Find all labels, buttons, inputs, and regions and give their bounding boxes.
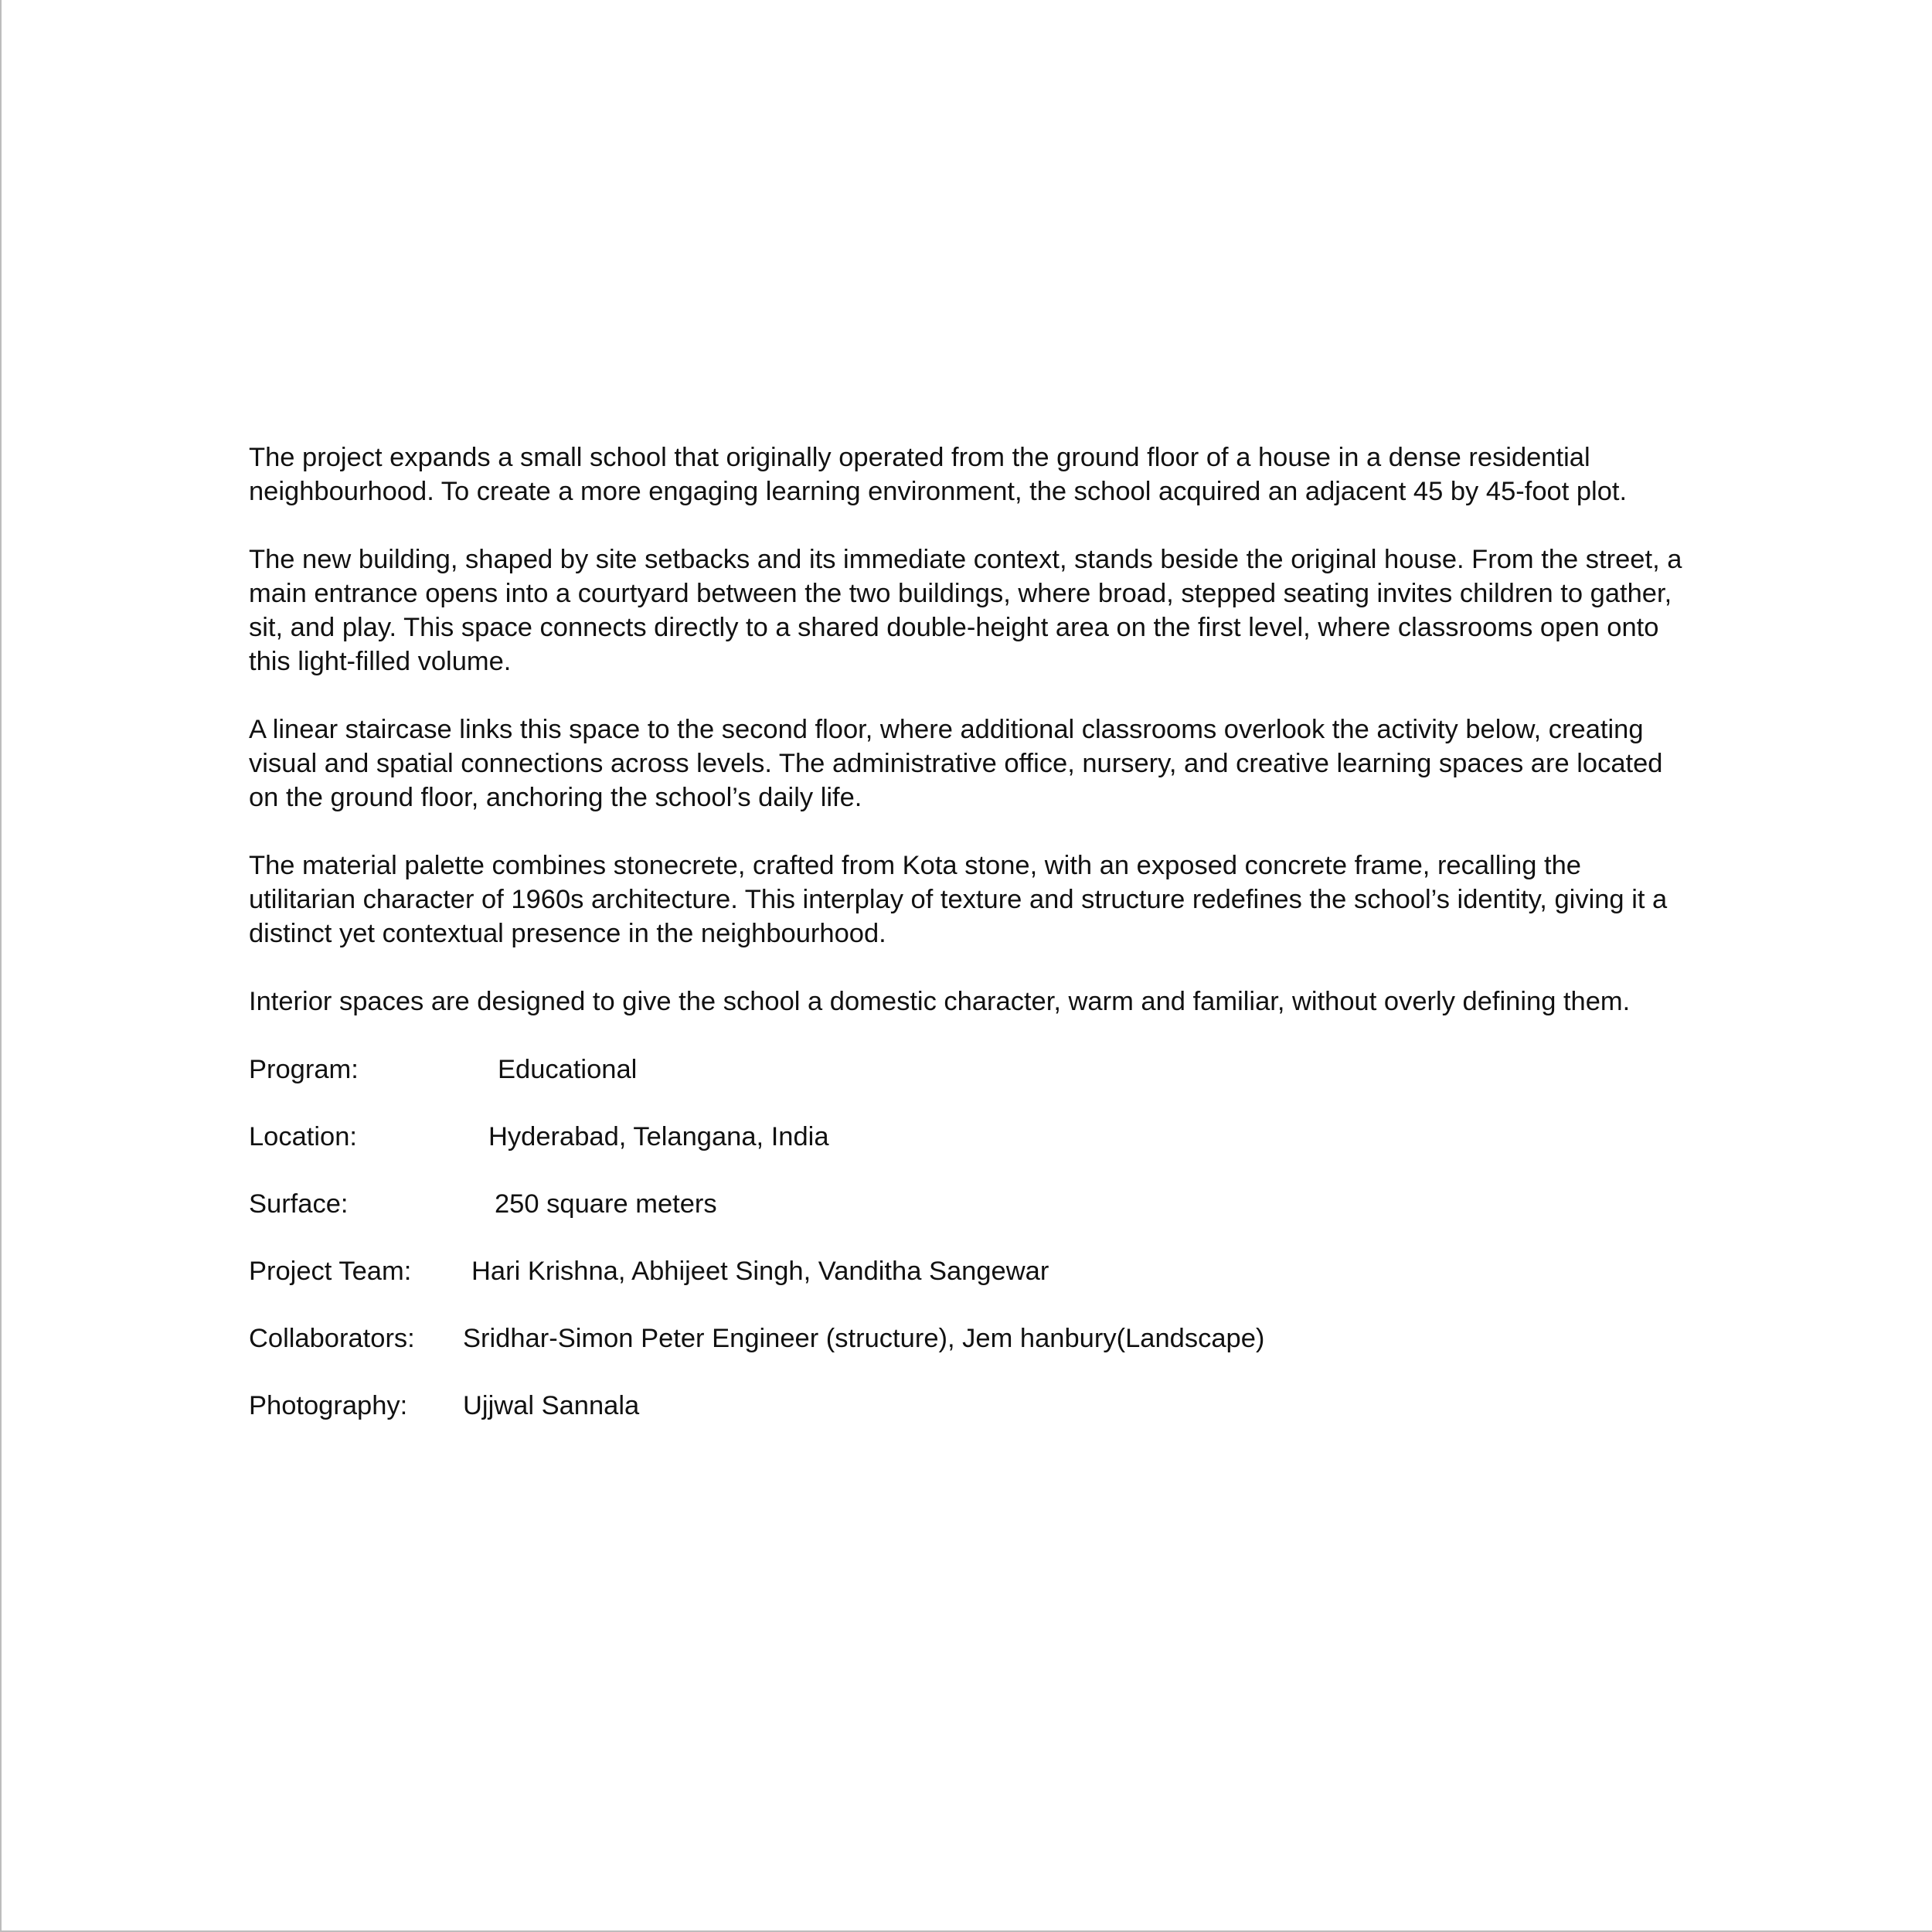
detail-value: Ujjwal Sannala (463, 1391, 640, 1420)
detail-label: Project Team: (249, 1257, 412, 1286)
detail-row-surface (249, 1187, 1686, 1221)
detail-value: Hyderabad, Telangana, India (488, 1122, 829, 1151)
detail-label: Surface: (249, 1189, 349, 1219)
detail-label: Program: (249, 1055, 359, 1084)
detail-label: Location: (249, 1122, 358, 1151)
detail-value: Sridhar-Simon Peter Engineer (structure), Jem hanbury(Landscape) (463, 1324, 1265, 1353)
detail-label: Collaborators: (249, 1324, 415, 1353)
detail-row-collaborators (249, 1321, 1686, 1355)
detail-value: Educational (498, 1055, 638, 1084)
detail-row-project-team (249, 1254, 1686, 1288)
paragraph-staircase: A linear staircase links this space to the second floor, where additional classrooms overlook the activity below, creating visual and spatial connections across levels. The administrative office, nursery, and creative learning spaces are located on the ground floor, anchoring the school’s daily life. (249, 715, 1663, 812)
detail-value: Hari Krishna, Abhijeet Singh, Vanditha Sangewar (471, 1257, 1049, 1286)
detail-row-program (249, 1053, 1686, 1087)
paragraph-new-building: The new building, shaped by site setbacks and its immediate context, stands beside the original house. From the street, a main entrance opens into a courtyard between the two buildings, where broad, stepped seating invites children to gather, sit, and play. This space connects directly to a shared double-height area on the first level, where classrooms open onto this light-filled volume. (249, 545, 1682, 676)
paragraph-material-palette: The material palette combines stonecrete, crafted from Kota stone, with an exposed concrete frame, recalling the utilitarian character of 1960s architecture. This interplay of texture and structure redefines the school’s identity, giving it a distinct yet contextual presence in the neighbourhood. (249, 851, 1668, 948)
detail-label: Photography: (249, 1391, 408, 1420)
document-body (249, 440, 1686, 1456)
paragraph-interior-spaces: Interior spaces are designed to give the school a domestic character, warm and familiar, without overly defining them. (249, 987, 1631, 1016)
paragraph-project-overview: The project expands a small school that originally operated from the ground floor of a house in a dense residential neighbourhood. To create a more engaging learning environment, the school acquired an adjacent 45 by 45-foot plot. (249, 443, 1628, 506)
project-details (249, 1053, 1686, 1423)
detail-row-photography (249, 1389, 1686, 1423)
detail-row-location (249, 1120, 1686, 1154)
detail-value: 250 square meters (495, 1189, 717, 1219)
